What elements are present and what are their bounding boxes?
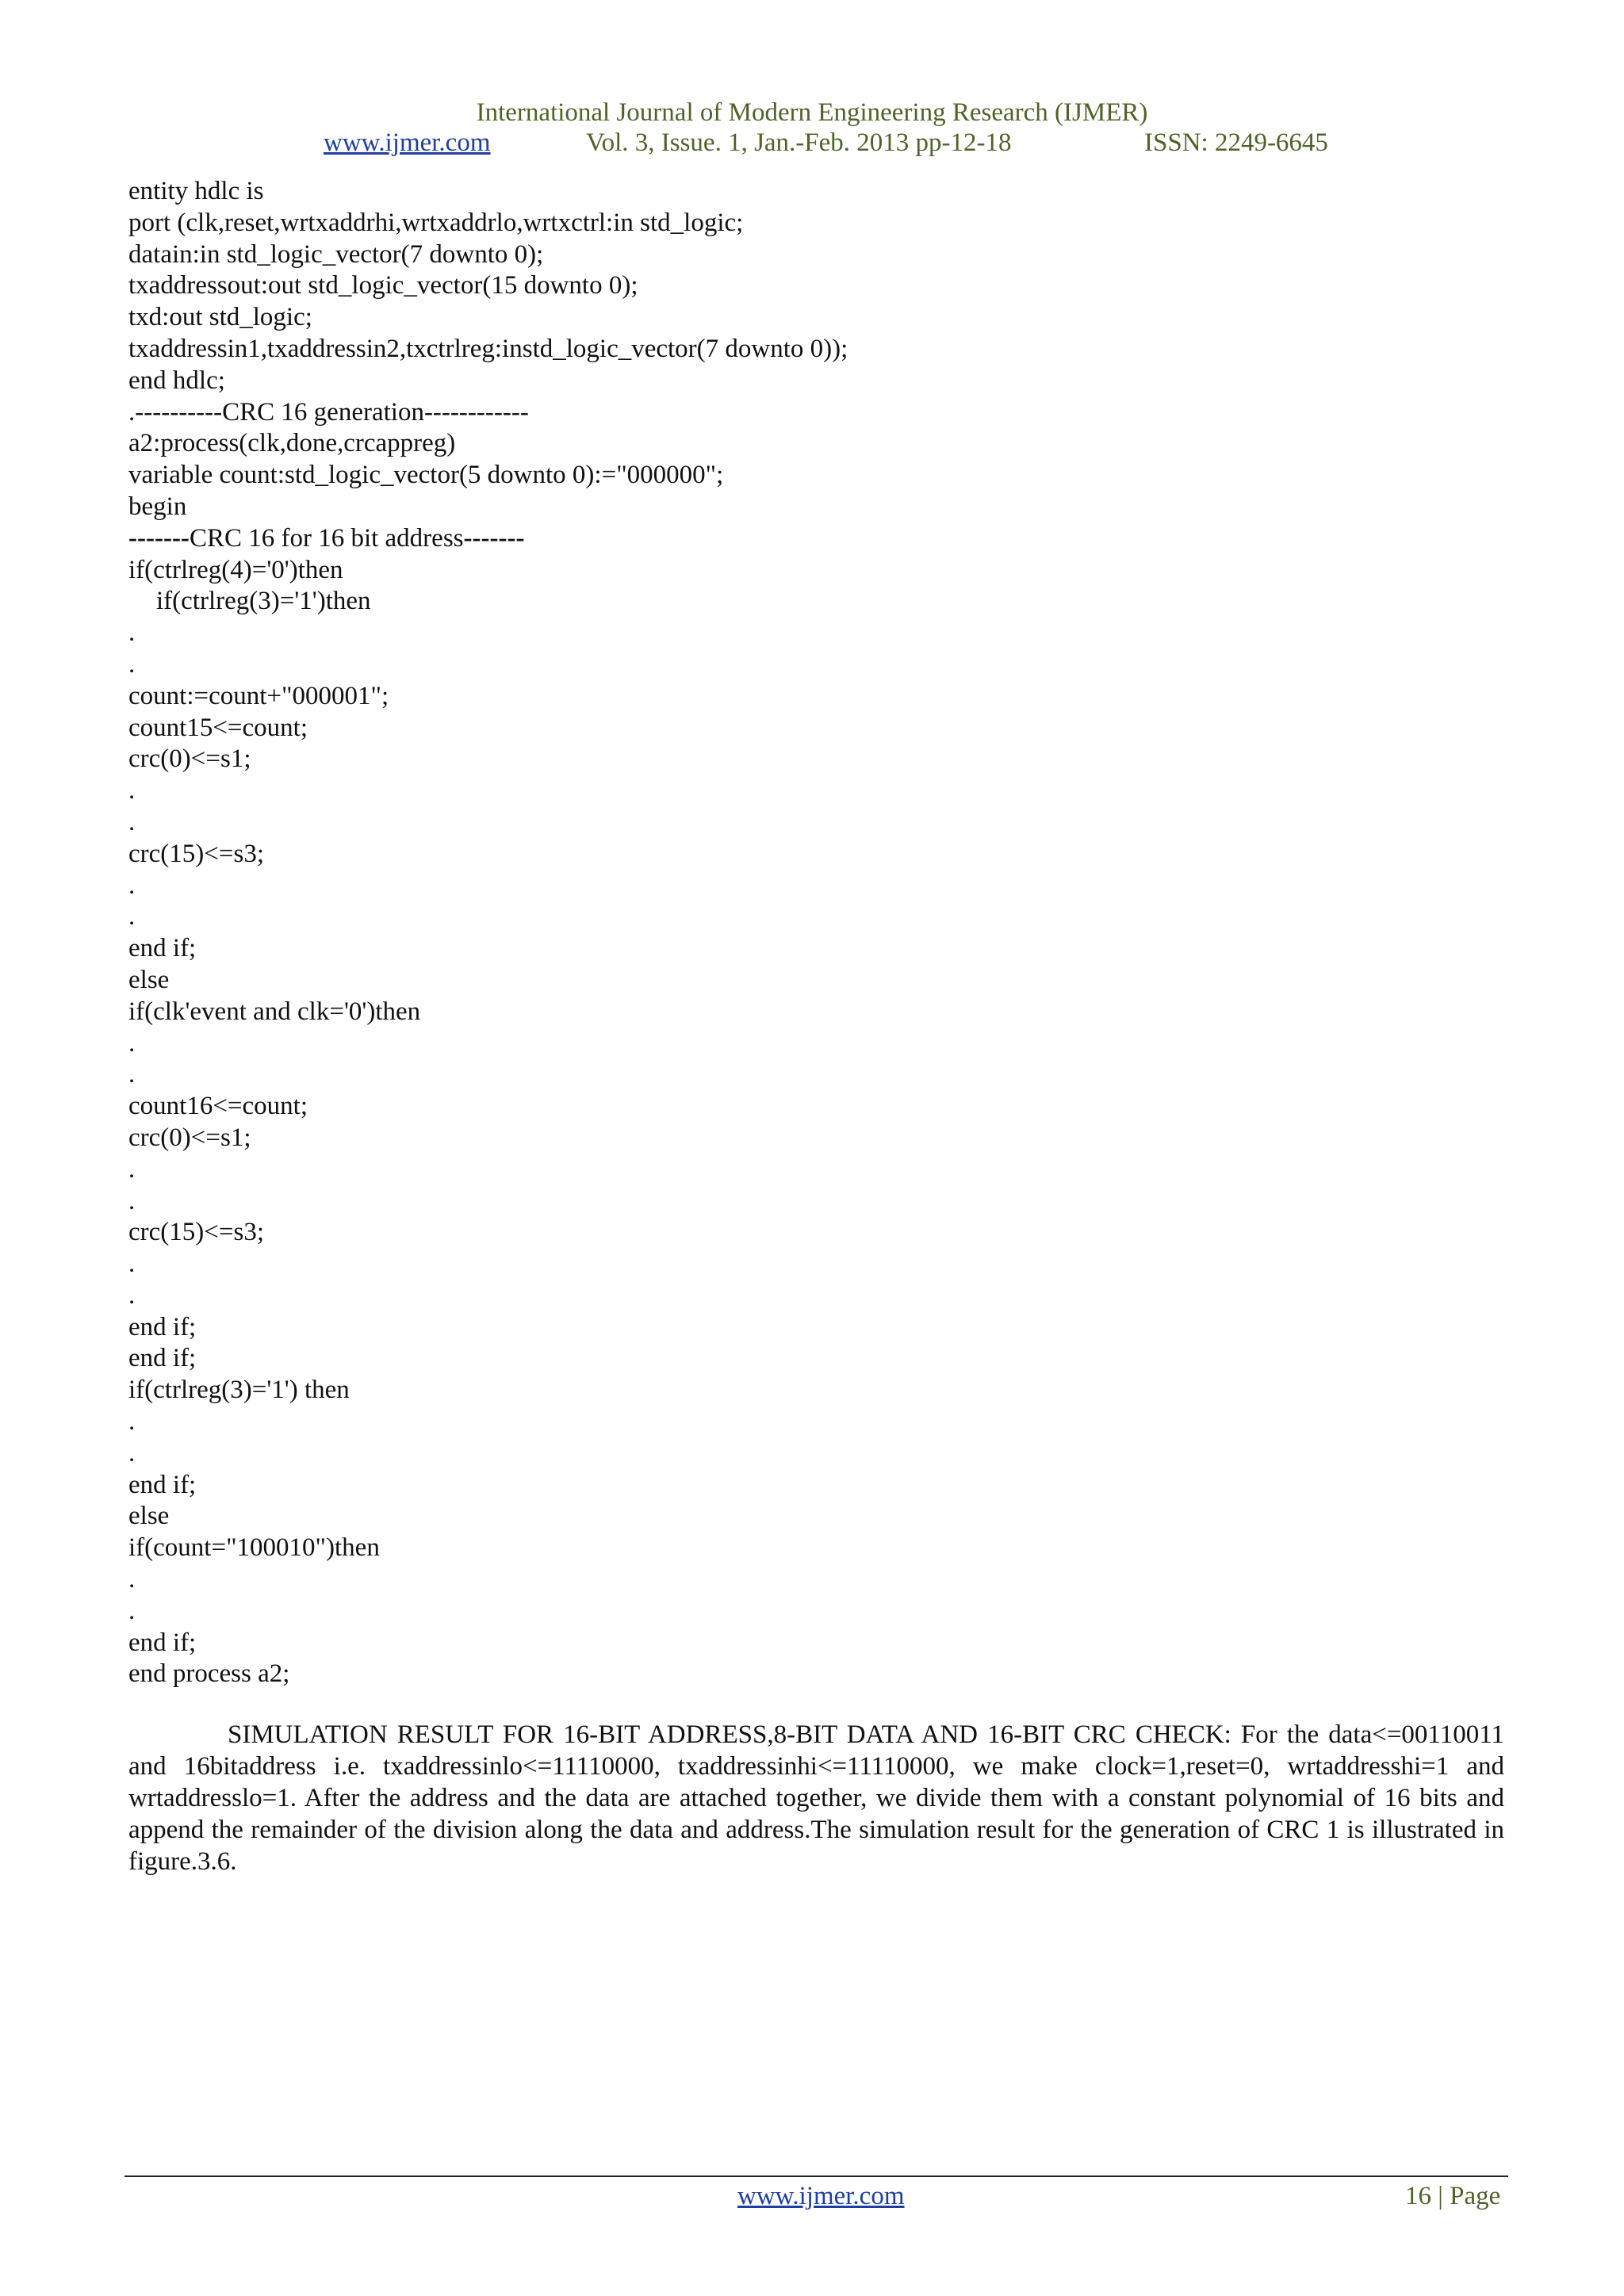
code-line: datain:in std_logic_vector(7 downto 0);: [128, 239, 544, 269]
code-line: end if;: [128, 1628, 197, 1657]
code-line: entity hdlc is: [128, 177, 264, 205]
code-comment-line: [128, 523, 1524, 555]
code-line: if(clk'event and clk='0')then: [128, 997, 421, 1026]
code-line: end if;: [128, 1470, 197, 1499]
header-website-link[interactable]: www.ijmer.com: [324, 128, 491, 157]
header-volume-info: Vol. 3, Issue. 1, Jan.-Feb. 2013 pp-12-18: [586, 128, 1012, 157]
code-line: .: [128, 618, 136, 648]
code-line: a2:process(clk,done,crcappreg): [128, 429, 456, 458]
code-line: variable count:std_logic_vector(5 downto 0):="000000";: [128, 461, 724, 490]
vhdl-code-listing: [128, 176, 1524, 1690]
code-line: if(ctrlreg(4)='0')then: [128, 555, 343, 584]
code-line: crc(0)<=s1;: [128, 1123, 251, 1152]
code-line: else: [128, 965, 170, 994]
code-line: txd:out std_logic;: [128, 303, 312, 332]
code-line: .: [128, 776, 136, 806]
code-line: .: [128, 902, 136, 932]
code-line: .: [128, 1565, 136, 1594]
code-line: port (clk,reset,wrtxaddrhi,wrtxaddrlo,wrtxctrl:in std_logic;: [128, 208, 744, 237]
footer-page-number: 16 | Page: [1405, 2182, 1501, 2210]
code-line: .: [128, 1438, 136, 1468]
code-line: begin: [128, 492, 187, 521]
code-line: .: [128, 649, 136, 679]
code-line: txaddressin1,txaddressin2,txctrlreg:instd_logic_vector(7 downto 0));: [128, 334, 848, 363]
footer-website-link[interactable]: www.ijmer.com: [737, 2182, 905, 2210]
code-line: .: [128, 1154, 136, 1184]
code-line: txaddressout:out std_logic_vector(15 downto 0);: [128, 271, 638, 300]
code-line: crc(0)<=s1;: [128, 744, 251, 774]
code-line: .: [128, 1280, 136, 1310]
code-line: crc(15)<=s3;: [128, 1218, 264, 1247]
journal-title: International Journal of Modern Engineering Research (IJMER): [476, 98, 1148, 127]
code-line: .----------CRC 16 generation------------: [128, 397, 529, 427]
comment-dashes-right: -------: [463, 523, 525, 553]
simulation-result-paragraph: SIMULATION RESULT FOR 16-BIT ADDRESS,8-BIT DATA AND 16-BIT CRC CHECK: For the data<=00110011 and 16bitaddress i.e. txaddressinlo<=11110000, txaddressinhi<=11110000, we make clock=1,reset=0, wrtaddresshi=1 and wrtaddresslo=1. After the address and the data are attached together, we divide them with a constant polynomial of 16 bits and append the remainder of the division along the data and address.The simulation result for the generation of CRC 1 is illustrated in figure.3.6.: [128, 1720, 1504, 1876]
code-line: .: [128, 871, 136, 900]
footer-divider: [124, 2175, 1508, 2177]
code-line: crc(15)<=s3;: [128, 839, 264, 868]
code-line: .: [128, 1249, 136, 1279]
header-info-row: [0, 128, 1624, 160]
code-line: end hdlc;: [128, 365, 225, 395]
code-line: if(ctrlreg(3)='1') then: [128, 1376, 350, 1405]
code-line: end process a2;: [128, 1659, 290, 1689]
code-line: count15<=count;: [128, 713, 308, 742]
code-line: count:=count+"000001";: [128, 681, 389, 710]
code-line: .: [128, 1028, 136, 1058]
header-issn: ISSN: 2249-6645: [1144, 128, 1328, 157]
code-line: end if;: [128, 1312, 197, 1341]
code-line: else: [128, 1502, 170, 1531]
code-line: count16<=count;: [128, 1092, 308, 1121]
code-line: .: [128, 1186, 136, 1215]
comment-dashes-left: -------: [128, 523, 190, 553]
code-line: .: [128, 807, 136, 836]
code-line: .: [128, 1060, 136, 1089]
code-line: if(ctrlreg(3)='1')then: [156, 587, 371, 616]
code-line: end if;: [128, 1344, 197, 1373]
code-line: .: [128, 1407, 136, 1437]
code-line: if(count="100010")then: [128, 1533, 380, 1563]
comment-text: CRC 16 for 16 bit address: [189, 523, 464, 553]
code-line: .: [128, 1596, 136, 1625]
code-line: end if;: [128, 934, 197, 963]
